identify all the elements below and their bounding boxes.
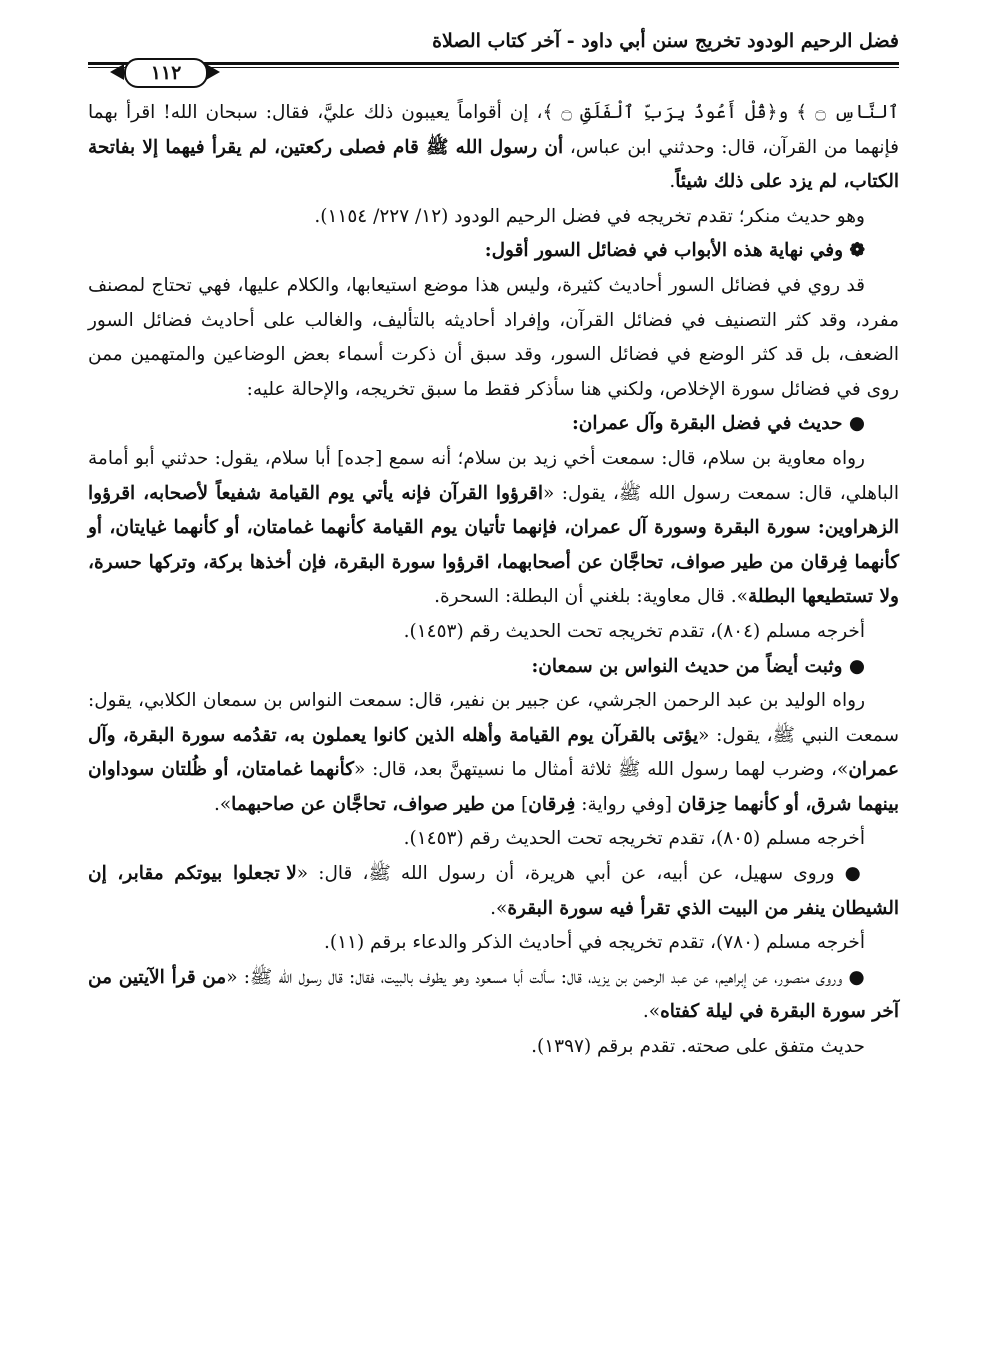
- bold-text-run: أن رسول الله ﷺ قام فصلى ركعتين، لم يقرأ فيهما إلا بفاتحة الكتاب، لم يزد على ذلك شيئاً: [88, 136, 899, 193]
- paragraph: [88, 857, 899, 926]
- bold-text-run: يؤتى بالقرآن يوم القيامة وأهله الذين كانوا يعملون به، تقدُمه سورة البقرة، وآل عمران: [88, 724, 900, 781]
- text-run: »، وضرب لهما رسول الله ﷺ ثلاثة أمثال ما نسيتهنَّ بعد، قال: «: [354, 759, 849, 781]
- paragraph: [88, 822, 899, 857]
- bold-text-run: ❁ وفي نهاية هذه الأبواب في فضائل السور أقول:: [484, 240, 865, 262]
- bold-text-run: من طير صواف، تحاجَّان عن صاحبهما: [231, 793, 516, 815]
- bold-text-run: من قرأ الآيتين من آخر سورة البقرة في ليلة كفتاه: [88, 966, 899, 1023]
- paragraph: [88, 926, 899, 961]
- paragraph: [88, 1030, 899, 1065]
- text-run: أخرجه مسلم (٧٨٠)، تقدم تخريجه في أحاديث الذكر والدعاء برقم (١١).: [323, 932, 865, 954]
- bold-text-run: فِرقان: [528, 793, 576, 815]
- text-run: وهو حديث منكر؛ تقدم تخريجه في فضل الرحيم الودود (١٢/ ٢٢٧/ ١١٥٤).: [314, 205, 865, 227]
- paragraph: [88, 650, 899, 685]
- paragraph: [88, 269, 899, 407]
- text-run: أخرجه مسلم (٨٠٤)، تقدم تخريجه تحت الحديث رقم (١٤٥٣).: [403, 620, 865, 642]
- bold-text-run: كأنهما غمامتان، أو ظُلتان سوداوان بينهما شرق، أو كأنهما حِزقان: [88, 759, 899, 815]
- paragraph: [88, 96, 899, 200]
- text-run: أخرجه مسلم (٨٠٥)، تقدم تخريجه تحت الحديث رقم (١٤٥٣).: [403, 828, 865, 850]
- ornament-arrow-left-icon: [110, 64, 124, 80]
- paragraph: [88, 407, 899, 442]
- text-run: .: [669, 171, 676, 193]
- page-number: ١١٢: [124, 58, 208, 88]
- text-run: ».: [490, 897, 508, 919]
- bold-text-run: اقرؤوا القرآن فإنه يأتي يوم القيامة شفيعاً لأصحابه، اقرؤوا الزهراوين: سورة البقرة وسورة آل عمران، فإنهما تأتيان يوم القيامة كأنهما غمامتان، أو كأنهما غيايتان، أو كأنهما فِرقان من طير صواف، تحاجَّان عن أصحابهما، اقرؤوا سورة البقرة، فإن أخذها بركة، وتركها حسرة، ولا تستطيعها البطلة: [88, 482, 899, 608]
- bold-text-run: ● وثبت أيضاً من حديث النواس بن سمعان:: [531, 655, 865, 677]
- text-run: ». قال معاوية: بلغني أن البطلة: السحرة.: [434, 586, 748, 608]
- text-run: رواه معاوية بن سلام، قال: سمعت أخي زيد بن سلام؛ أنه سمع [جده] أبا سلام، يقول: حدثني أبو أمامة الباهلي، قال: سمعت رسول الله ﷺ، يقول: «: [88, 447, 899, 504]
- text-run: رواه الوليد بن عبد الرحمن الجرشي، عن جبير بن نفير، قال: سمعت النواس بن سمعان الكلابي، يقول: سمعت النبي ﷺ، يقول: «: [88, 690, 899, 746]
- page-number-ornament: [88, 55, 218, 87]
- ornament-arrow-right-icon: [206, 64, 220, 80]
- body-text: [88, 96, 899, 1065]
- text-run: ».: [642, 1001, 661, 1023]
- paragraph: [88, 234, 899, 269]
- text-run: حديث متفق على صحته. تقدم برقم (١٣٩٧).: [531, 1036, 865, 1058]
- text-run: قد روي في فضائل السور أحاديث كثيرة، وليس هذا موضع استيعابها، والكلام عليها، فهي تحتاج لمصنف مفرد، وقد كثر التصنيف في فضائل القرآن، وإفراد أحاديثه بالتأليف، والغالب على أحاديث فضائل السور الضعف، بل قد كثر الوضع في فضائل السور، وقد سبق أن ذكرت أسماء بعض الوضاعين والمتهمين ممن روى في فضائل سورة الإخلاص، ولكني هنا سأذكر فقط ما سبق تخريجه، والإحالة عليه:: [88, 274, 899, 400]
- paragraph: [88, 615, 899, 650]
- text-run: ● وروى منصور، عن إبراهيم، عن عبد الرحمن بن يزيد، قال: سألت أبا مسعود وهو يطوف بالبيت، فقال: قال رسول الله ﷺ: «: [226, 966, 865, 988]
- text-run: [وفي رواية:: [575, 793, 678, 815]
- paragraph: [88, 442, 899, 615]
- text-run: ]: [515, 793, 529, 815]
- bold-text-run: ● حديث في فضل البقرة وآل عمران:: [571, 413, 865, 435]
- paragraph: [88, 961, 899, 1030]
- paragraph: [88, 684, 899, 822]
- paragraph: [88, 200, 899, 235]
- text-run: ٱلنَّاسِ ۝ ﴾ و﴿قُلْ أَعُوذُ بِرَبِّ ٱلْفَلَقِ ۝ ﴾، إن أقواماً يعيبون ذلك عليَّ، فقال: سبحان الله! اقرأ بهما فإنهما من القرآن، قال: وحدثني ابن عباس،: [88, 102, 900, 158]
- text-run: ● وروى سهيل، عن أبيه، عن أبي هريرة، أن رسول الله ﷺ، قال: «: [296, 863, 865, 885]
- bold-text-run: لا تجعلوا بيوتكم مقابر، إن الشيطان ينفر من البيت الذي تقرأ فيه سورة البقرة: [88, 863, 899, 919]
- text-run: ».: [213, 793, 232, 815]
- running-title: فضل الرحيم الودود تخريج سنن أبي داود - آخر كتاب الصلاة: [432, 30, 899, 52]
